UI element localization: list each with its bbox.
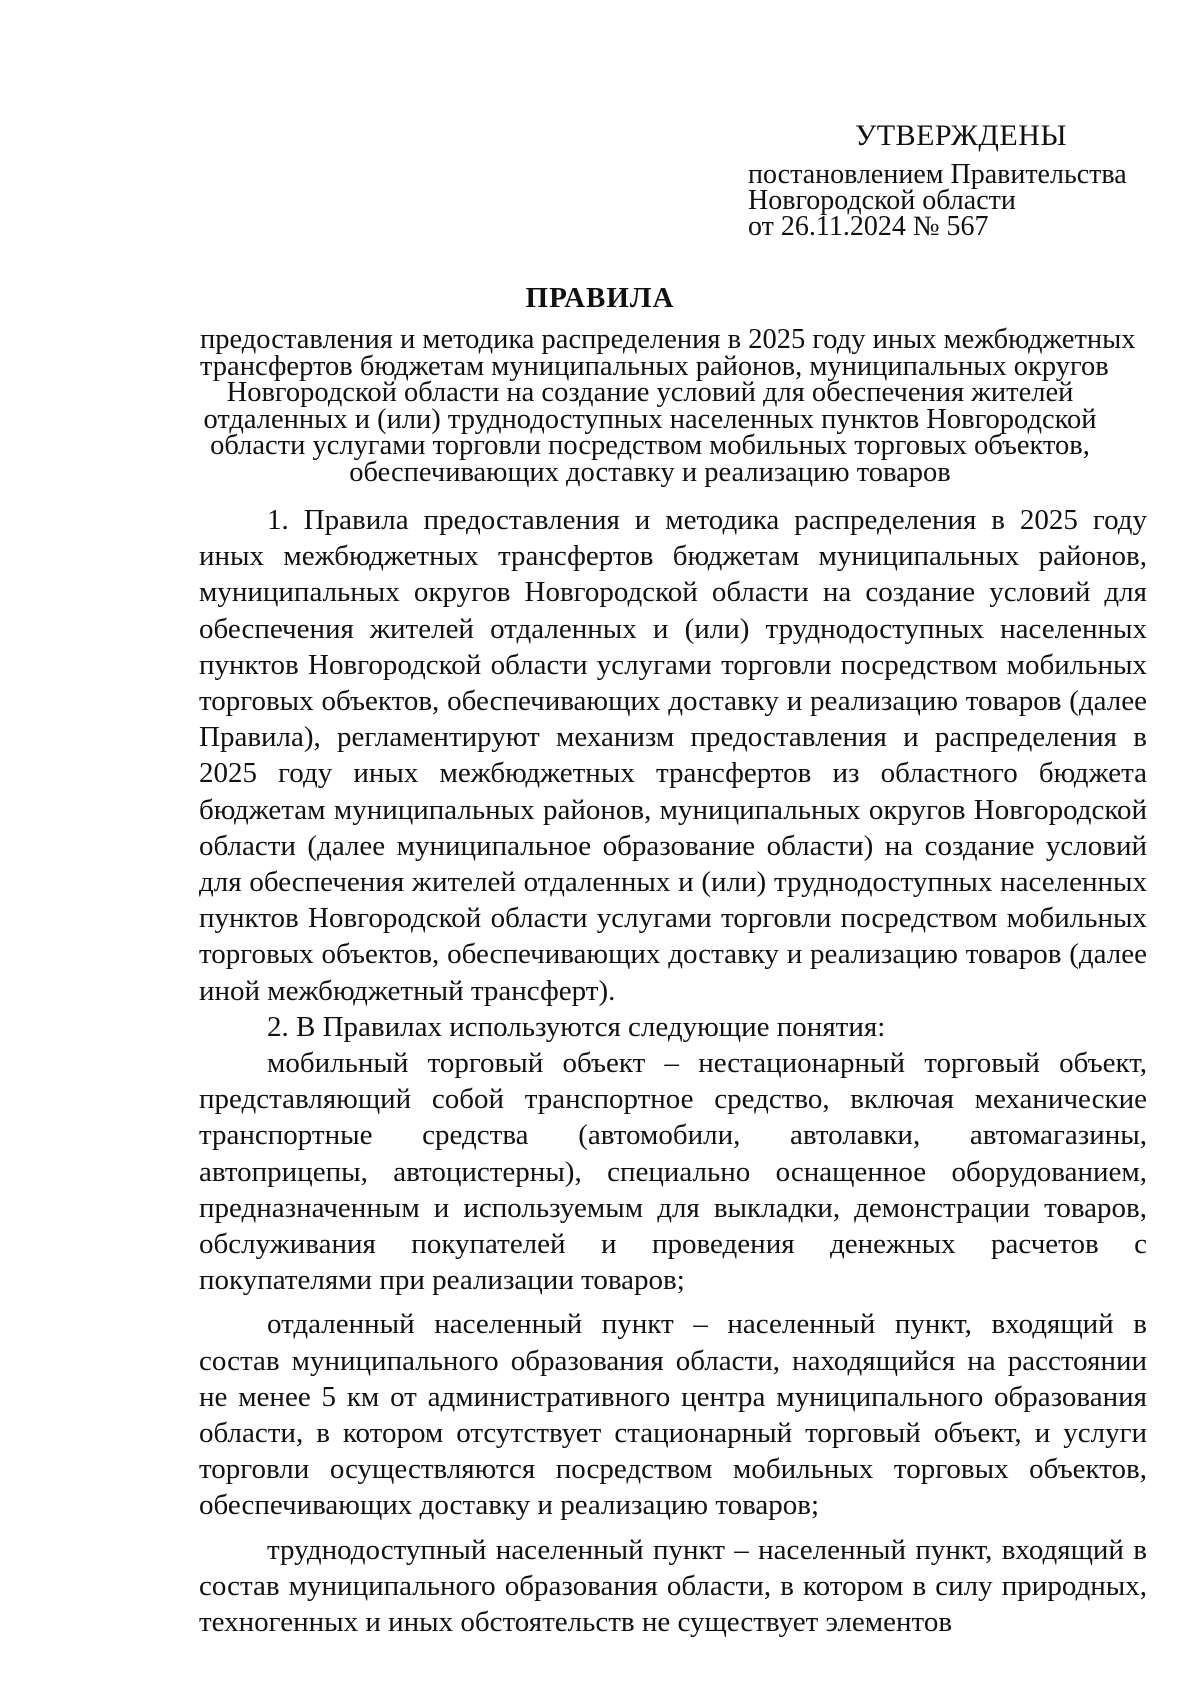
definition-mobile-trade-object: мобильный торговый объект – нестационарный торговый объект, представляющий собой транспортное средство, включая механические транспортные средства (автомобили, автолавки, автомагазины, автоприцепы, автоцистерны), специально оснащенное оборудованием, предназначенным и используемым для выкладки, демонстрации товаров, обслуживания покупателей и проведения денежных расчетов с покупателями при реализации товаров; (199, 1047, 1147, 1297)
subtitle-line: области услугами торговли посредством мобильных торговых объектов, (210, 430, 1090, 461)
document-subtitle (200, 324, 1136, 488)
definition-remote-settlement: отдаленный населенный пункт – населенный пункт, входящий в состав муниципального образования области, находящийся на расстоянии не менее 5 км от административного центра муниципального образования области, в котором отсутствует стационарный торговый объект, и услуги торговли осуществляются посредством мобильных торговых объектов, обеспечивающих доставку и реализацию товаров; (199, 1308, 1147, 1522)
definition-hard-to-reach-settlement: труднодоступный населенный пункт – населенный пункт, входящий в состав муниципального образования области, в котором в силу природных, техногенных и иных обстоятельств не существует элементов (199, 1533, 1147, 1639)
paragraph-1: 1. Правила предоставления и методика распределения в 2025 году иных межбюджетных трансфертов бюджетам муниципальных районов, муниципальных округов Новгородской области на создание условий для обеспечения жителей отдаленных и (или) труднодоступных населенных пунктов Новгородской области услугами торговли посредством мобильных торговых объектов, обеспечивающих доставку и реализацию товаров (далее Правила), регламентируют механизм предоставления и распределения в 2025 году иных межбюджетных трансфертов из областного бюджета бюджетам муниципальных районов, муниципальных округов Новгородской области (далее муниципальное образование области) на создание условий для обеспечения жителей отдаленных и (или) труднодоступных населенных пунктов Новгородской области услугами торговли посредством мобильных торговых объектов, обеспечивающих доставку и реализацию товаров (далее иной межбюджетный трансферт). (199, 504, 1147, 1007)
paragraph-2: 2. В Правилах используются следующие понятия: (267, 1010, 886, 1043)
subtitle-line: Новгородской области на создание условий для обеспечения жителей (226, 377, 1074, 408)
subtitle-line: обеспечивающих доставку и реализацию товаров (349, 456, 951, 488)
approval-region: Новгородской области (748, 185, 1016, 216)
subtitle-line: предоставления и методика распределения в 2025 году иных межбюджетных (200, 324, 1136, 355)
approval-issuer: постановлением Правительства (748, 159, 1127, 190)
subtitle-line: отдаленных и (или) труднодоступных населенных пунктов Новгородской (203, 403, 1097, 435)
document-title: ПРАВИЛА (525, 282, 675, 314)
document-body (199, 502, 1147, 1640)
approval-date-number: от 26.11.2024 № 567 (748, 211, 989, 242)
approval-title: УТВЕРЖДЕНЫ (855, 119, 1068, 152)
approval-block (748, 120, 1168, 240)
subtitle-line: трансфертов бюджетам муниципальных районов, муниципальных округов (200, 350, 1109, 382)
